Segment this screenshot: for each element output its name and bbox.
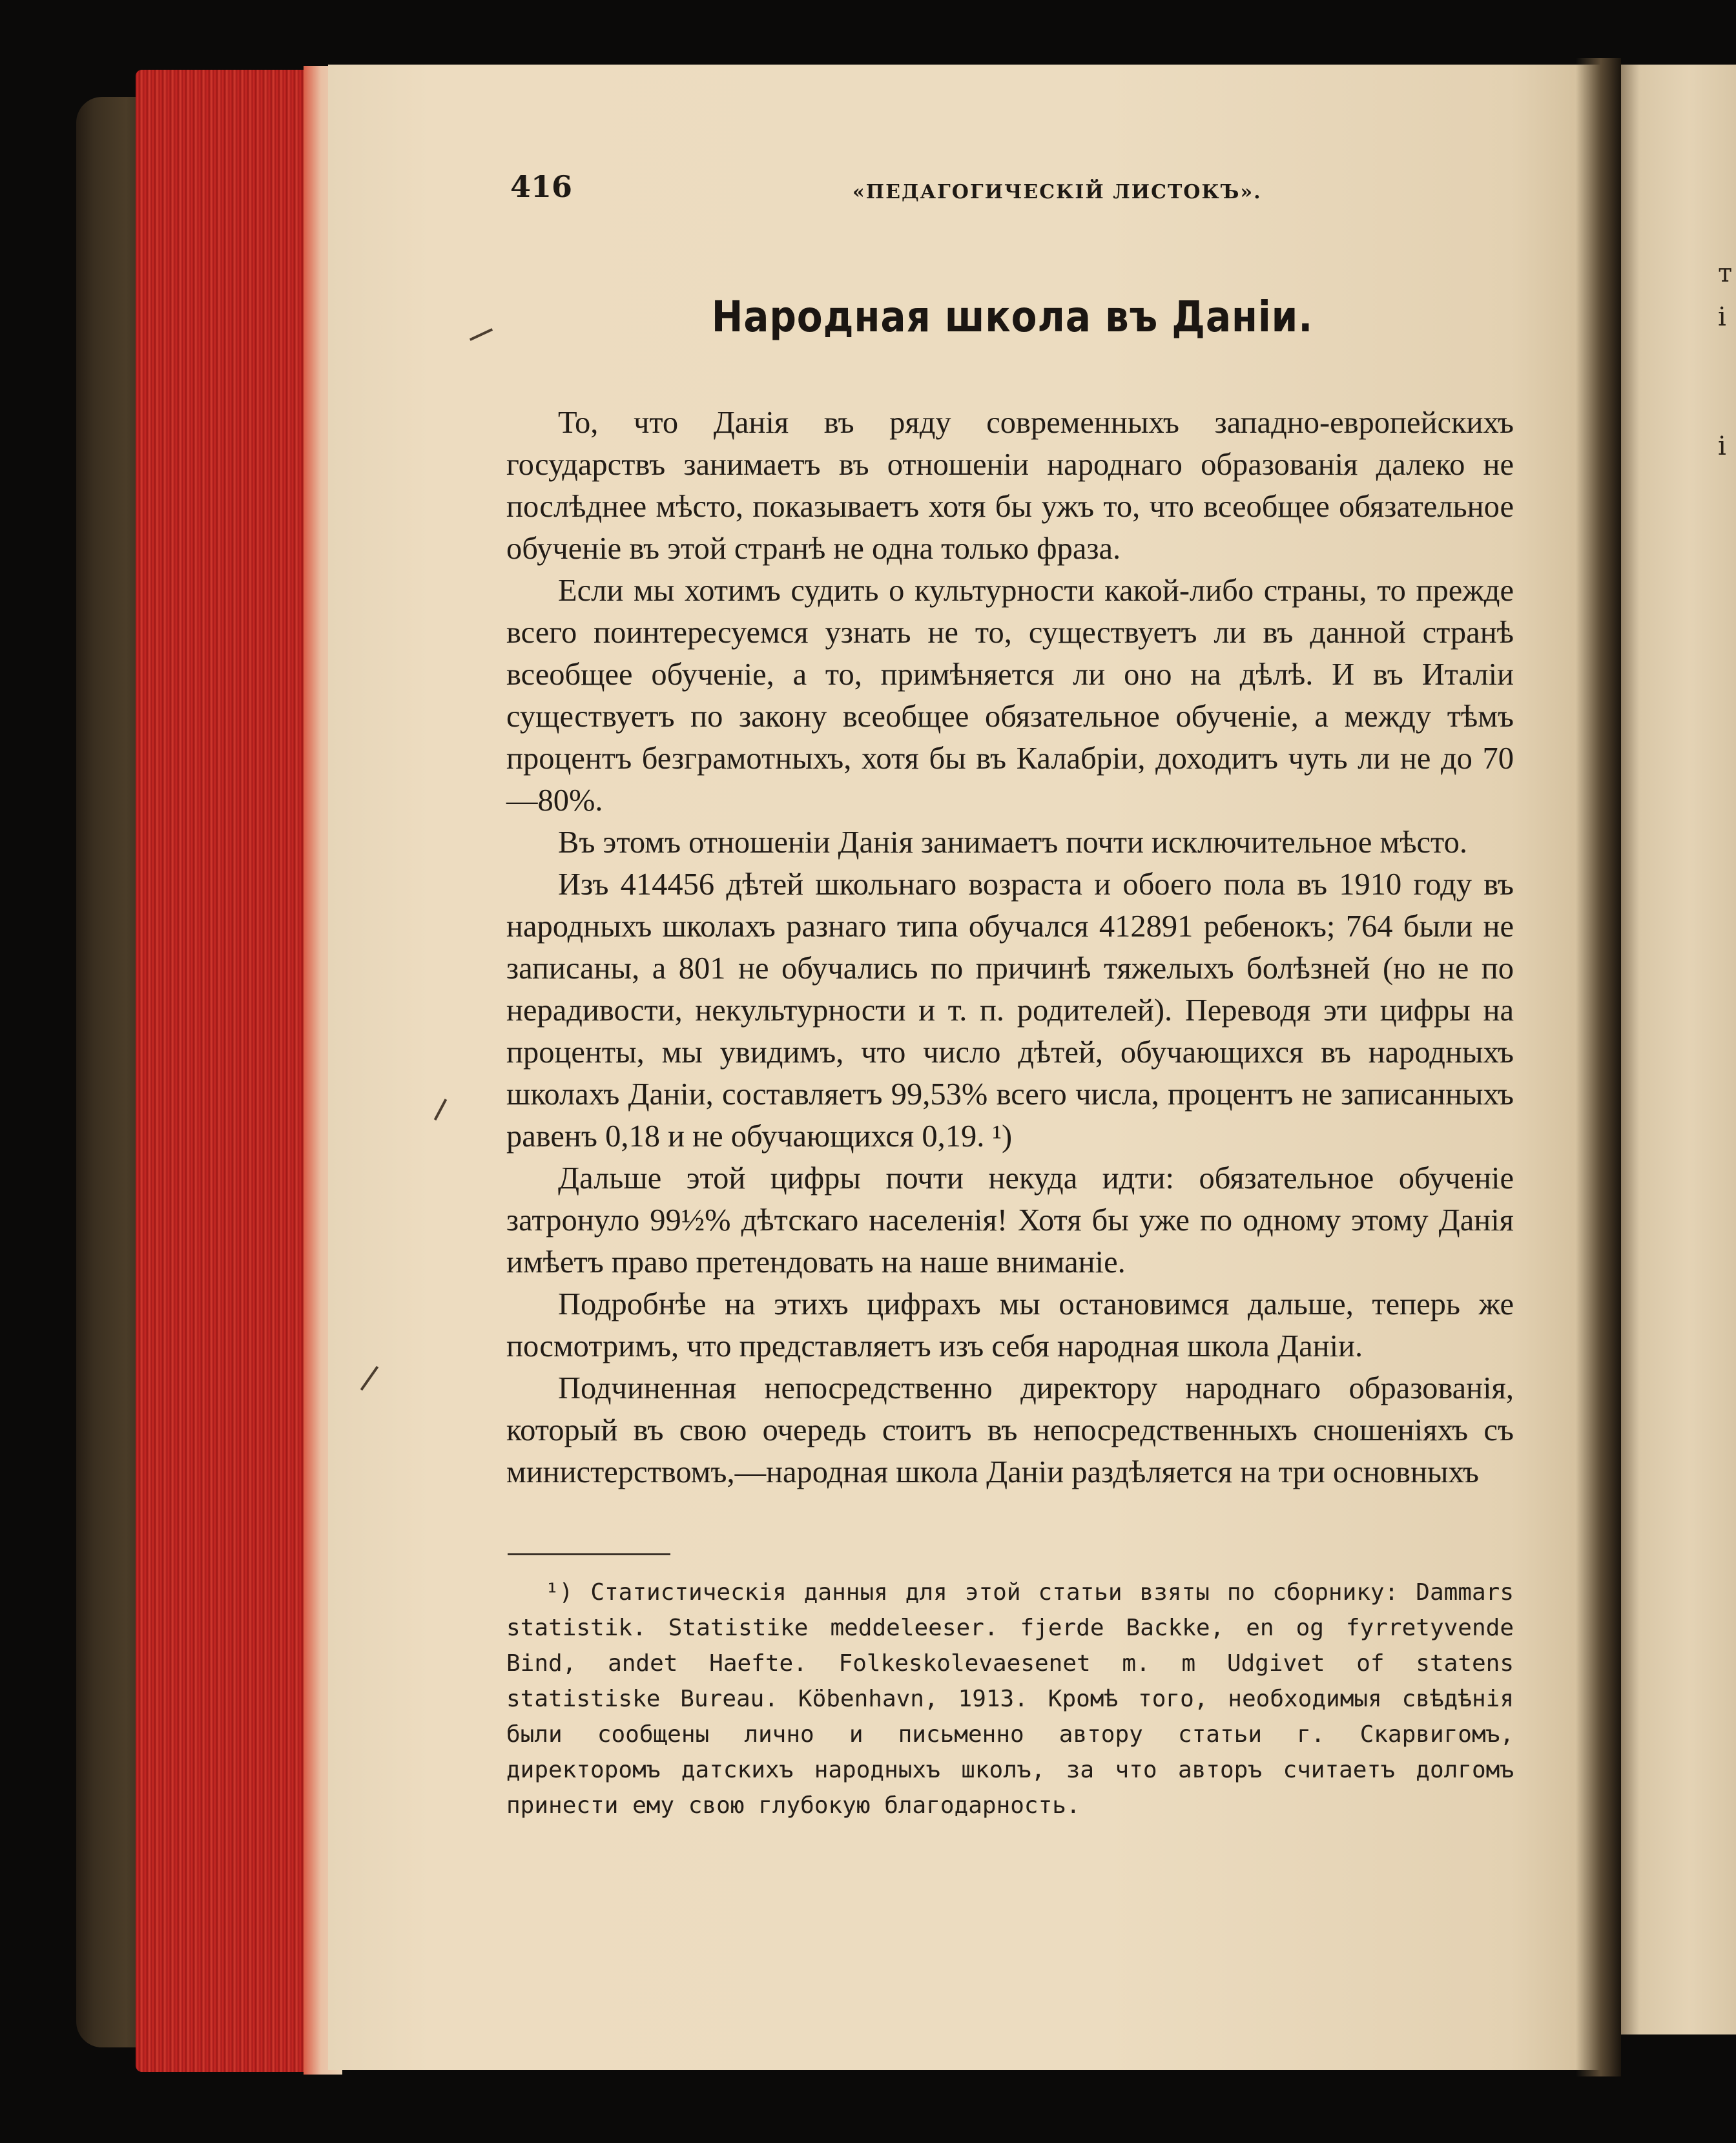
paragraph: То, что Данія въ ряду современныхъ западно-европейскихъ государствъ занимаетъ въ отношеніи народнаго образованія далеко не послѣднее мѣсто, показываетъ хотя бы ужъ то, что всеобщее обязательное обученіе въ этой странѣ не одна только фраза. [506,406,1514,566]
page-number: 416 [510,169,573,204]
right-page-fragment: т [1718,258,1733,288]
book-gutter [1576,58,1621,2076]
article-body [506,402,1514,1493]
paragraph: Дальше этой цифры почти некуда идти: обязательное обученіе затронуло 99½% дѣтскаго населенія! Хотя бы уже по одному этому Данія имѣетъ право претендовать на наше вниманіе. [506,1161,1514,1279]
right-page-fragment: і [1718,302,1726,332]
paragraph: Изъ 414456 дѣтей школьнаго возраста и обоего пола въ 1910 году въ народныхъ школахъ разнаго типа обучался 412891 ребенокъ; 764 были не записаны, а 801 не обучались по причинѣ тяжелыхъ болѣзней (но не по нерадивости, некультурности и т. п. родителей). Переводя эти цифры на проценты, мы увидимъ, что число дѣтей, обучающихся въ народныхъ школахъ Даніи, составляетъ 99,53% всего числа, процентъ не записанныхъ равенъ 0,18 и не обучающихся 0,19. ¹) [506,867,1514,1154]
running-title: «ПЕДАГОГИЧЕСКІЙ ЛИСТОКЪ». [852,181,1262,203]
paragraph: Подчиненная непосредственно директору народнаго образованія, который въ свою очередь стоитъ въ непосредственныхъ сношеніяхъ съ министерствомъ,—народная школа Даніи раздѣляется на три основныхъ [506,1371,1514,1489]
paragraph: Если мы хотимъ судить о культурности какой-либо страны, то прежде всего поинтересуемся узнать не то, существуетъ ли въ данной странѣ всеобщее обученіе, а то, примѣняется ли оно на дѣлѣ. И въ Италіи существуетъ по закону всеобщее обязательное обученіе, а между тѣмъ процентъ безграмотныхъ, хотя бы въ Калабріи, доходитъ чуть ли не до 70—80%. [506,574,1514,818]
paragraph: Подробнѣе на этихъ цифрахъ мы остановимся дальше, теперь же посмотримъ, что представляетъ изъ себя народная школа Даніи. [506,1287,1514,1363]
red-page-edges [136,70,329,2072]
footnote-divider [508,1553,670,1555]
paragraph: Въ этомъ отношеніи Данія занимаетъ почти исключительное мѣсто. [558,825,1467,860]
footnote [506,1575,1514,1823]
footnote-text: ¹) Статистическія данныя для этой статьи взяты по сборнику: Dammars statistik. Statistike meddeleeser. fjerde Backke, en og fyrretyvende Bind, andet Haefte. Folkeskolevaesenet m. m Udgivet of statens statistiske Bureau. Köbenhavn, 1913. Кромѣ того, необходимыя свѣдѣнія были сообщены лично и письменно автору статьи г. Скарвигомъ, директоромъ датскихъ народныхъ школъ, за что авторъ считаетъ долгомъ принести ему свою глубокую благодарность. [506,1579,1514,1819]
page-header [510,169,1518,214]
right-page [1618,65,1736,2034]
article-title: Народная школа въ Даніи. [711,292,1314,342]
right-page-fragment: і [1718,431,1726,461]
